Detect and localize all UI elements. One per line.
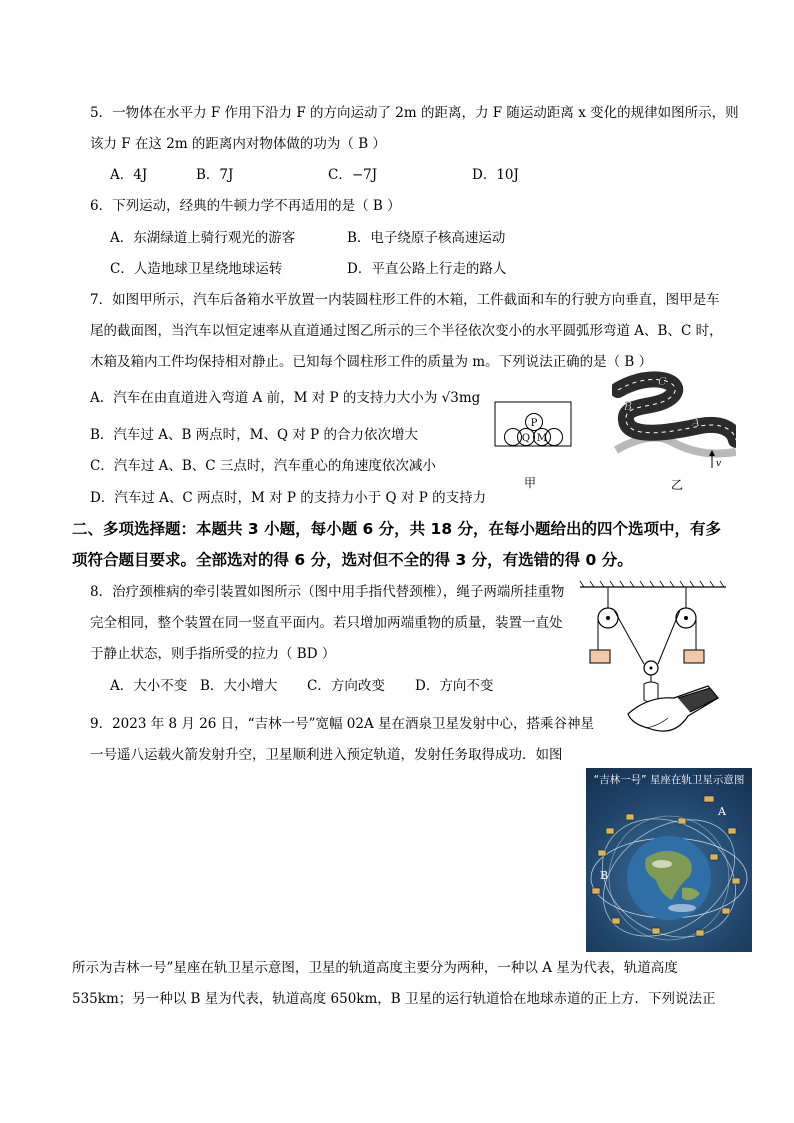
q8-option-a: A．大小不变 <box>110 678 188 694</box>
q9-stem-line2: 一号遥八运载火箭发射升空，卫星顺利进入预定轨道，发射任务取得成功．如图 <box>90 747 563 763</box>
cylinder-m-label: M <box>536 433 548 444</box>
q6-option-c: C．人造地球卫星绕地球运转 <box>110 261 283 277</box>
q8-option-d: D．方向不变 <box>415 678 494 694</box>
q8-option-b: B．大小增大 <box>200 678 278 694</box>
q5-option-d: D．10J <box>472 167 519 183</box>
q6-option-a: A．东湖绿道上骑行观光的游客 <box>110 230 296 246</box>
q9-stem-line1: 9．2023 年 8 月 26 日，“吉林一号”宽幅 02A 星在酒泉卫星发射中心，搭乘谷神星 <box>90 716 594 732</box>
section2-heading-line1: 二、多项选择题：本题共 3 小题，每小题 6 分，共 18 分，在每小题给出的四个选项中，有多 <box>72 520 722 538</box>
q9-figure-satellite-constellation <box>586 768 752 952</box>
q8-stem-line1: 8．治疗颈椎病的牵引装置如图所示（图中用手指代替颈椎），绳子两端所挂重物 <box>90 584 565 600</box>
q7-figure-jia-caption: 甲 <box>524 476 537 490</box>
curve-c-label: C <box>658 375 667 388</box>
q7-option-c: C．汽车过 A、B、C 三点时，汽车重心的角速度依次减小 <box>90 458 436 474</box>
q7-figure-yi <box>612 370 736 474</box>
q5-option-b: B．7J <box>196 167 234 183</box>
q9-stem-line4: 535km；另一种以 B 星为代表，轨道高度 650km，B 卫星的运行轨道恰在地球赤道的正上方．下列说法正 <box>72 991 716 1007</box>
q7-option-b: B．汽车过 A、B 两点时，M、Q 对 P 的合力依次增大 <box>90 427 419 443</box>
satellite-a-label: A <box>718 805 726 818</box>
q6-option-d: D．平直公路上行走的路人 <box>347 261 507 277</box>
cylinder-p-label: P <box>530 418 538 429</box>
q7-stem-line1: 7．如图甲所示，汽车后备箱水平放置一内装圆柱形工件的木箱，工件截面和车的行驶方向垂直，图甲是车 <box>90 292 720 308</box>
q5-stem-line1: 5．一物体在水平力 F 作用下沿力 F 的方向运动了 2m 的距离，力 F 随运动距离 x 变化的规律如图所示，则 <box>90 105 739 121</box>
curve-a-label: A <box>692 416 700 429</box>
q7-stem-line2: 尾的截面图，当汽车以恒定速率从直道通过图乙所示的三个半径依次变小的水平圆弧形弯道 A、B、C 时， <box>90 323 723 339</box>
q6-option-b: B．电子绕原子核高速运动 <box>347 230 506 246</box>
velocity-label: v <box>716 459 722 469</box>
satellite-figure-title: “吉林一号” 星座在轨卫星示意图 <box>593 774 745 786</box>
q8-option-c: C．方向改变 <box>307 678 385 694</box>
cylinder-q-label: Q <box>521 433 531 444</box>
q5-stem-line2: 该力 F 在这 2m 的距离内对物体做的功为（ B ） <box>90 136 386 152</box>
q7-figure-yi-caption: 乙 <box>671 478 684 492</box>
satellite-orbits-drawing <box>586 768 752 952</box>
q6-stem: 6．下列运动，经典的牛顿力学不再适用的是（ B ） <box>90 198 401 214</box>
q8-figure-traction-device <box>578 578 728 746</box>
q5-option-a: A．4J <box>110 167 148 183</box>
satellite-b-label: B <box>600 869 609 882</box>
section2-heading-line2: 项符合题目要求。全部选对的得 6 分，选对但不全的得 3 分，有选错的得 0 分。 <box>72 551 633 569</box>
q5-option-c: C．−7J <box>328 167 378 183</box>
q7-figure-jia <box>494 398 572 448</box>
q7-option-d: D．汽车过 A、C 两点时，M 对 P 的支持力小于 Q 对 P 的支持力 <box>90 490 487 506</box>
curve-b-label: B <box>624 400 633 413</box>
q7-option-a: A．汽车在由直道进入弯道 A 前，M 对 P 的支持力大小为 √3mg <box>90 390 481 406</box>
q9-stem-line3: 所示为吉林一号”星座在轨卫星示意图，卫星的轨道高度主要分为两种，一种以 A 星为代表，轨道高度 <box>72 960 678 976</box>
q8-stem-line2: 完全相同，整个装置在同一竖直平面内。若只增加两端重物的质量，装置一直处 <box>90 615 563 631</box>
q8-stem-line3: 于静止状态，则手指所受的拉力（ BD ） <box>90 646 336 662</box>
q7-stem-line3: 木箱及箱内工件均保持相对静止。已知每个圆柱形工件的质量为 m。下列说法正确的是（ B ） <box>90 354 653 370</box>
